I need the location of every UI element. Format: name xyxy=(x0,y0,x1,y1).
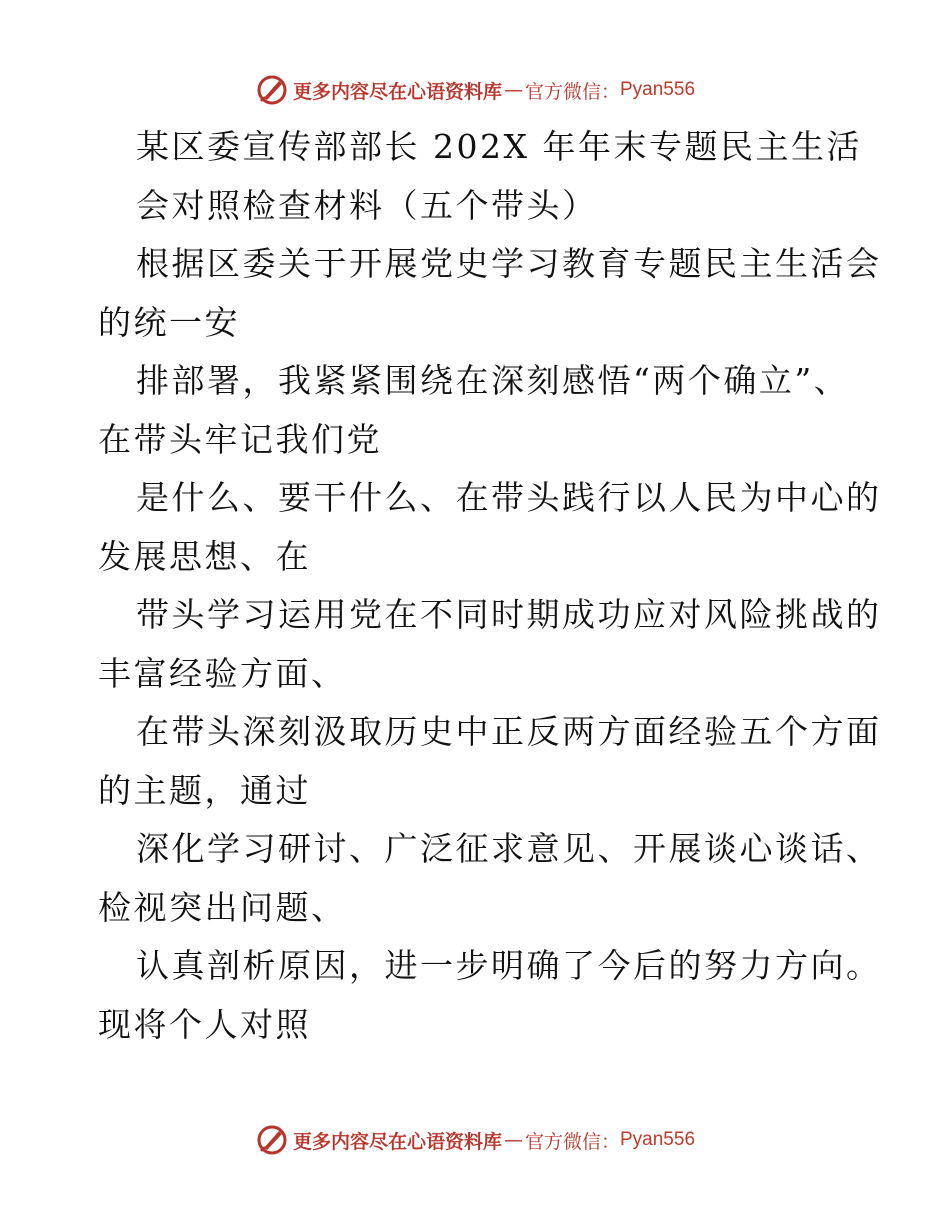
document-title-line-2: 会对照检查材料（五个带头） xyxy=(136,185,598,225)
watermark-main-text: 更多内容尽在心语资料库 xyxy=(292,80,502,103)
watermark-wechat-id: Pyan556 xyxy=(620,1129,696,1150)
paragraph-line: 的主题，通过 xyxy=(98,770,311,810)
paragraph-line: 排部署，我紧紧围绕在深刻感悟“两个确立”、 xyxy=(136,361,850,400)
paragraph-line: 认真剖析原因，进一步明确了今后的努力方向。 xyxy=(136,946,882,985)
quill-logo-icon xyxy=(255,1123,289,1157)
watermark-wechat-label: 官方微信： xyxy=(524,1130,620,1153)
watermark-main-text: 更多内容尽在心语资料库 xyxy=(292,1130,502,1153)
paragraph-line: 发展思想、在 xyxy=(98,536,311,576)
watermark-wechat-id: Pyan556 xyxy=(620,79,696,100)
paragraph-line: 的统一安 xyxy=(98,302,240,342)
watermark-dash: — xyxy=(503,79,523,101)
document-body xyxy=(98,118,882,1054)
paragraph-line: 是什么、要干什么、在带头践行以人民为中心的 xyxy=(136,478,882,517)
paragraph-lines xyxy=(98,235,882,1054)
paragraph-line: 检视突出问题、 xyxy=(98,887,347,927)
paragraph-line: 根据区委关于开展党史学习教育专题民主生活会 xyxy=(136,244,882,283)
watermark-footer xyxy=(0,1120,950,1160)
paragraph-line: 现将个人对照 xyxy=(98,1004,311,1044)
paragraph-line: 在带头牢记我们党 xyxy=(98,419,382,459)
paragraph-line: 丰富经验方面、 xyxy=(98,653,347,693)
paragraph-line: 带头学习运用党在不同时期成功应对风险挑战的 xyxy=(136,595,882,634)
paragraph-line: 在带头深刻汲取历史中正反两方面经验五个方面 xyxy=(136,712,882,751)
watermark-wechat-label: 官方微信： xyxy=(524,80,620,103)
paragraph-line: 深化学习研讨、广泛征求意见、开展谈心谈话、 xyxy=(136,829,882,868)
document-title-line-1: 某区委宣传部部长 202X 年年末专题民主生活 xyxy=(136,127,862,166)
watermark-header xyxy=(0,70,950,110)
quill-logo-icon xyxy=(255,73,289,107)
watermark-dash: — xyxy=(503,1129,523,1151)
